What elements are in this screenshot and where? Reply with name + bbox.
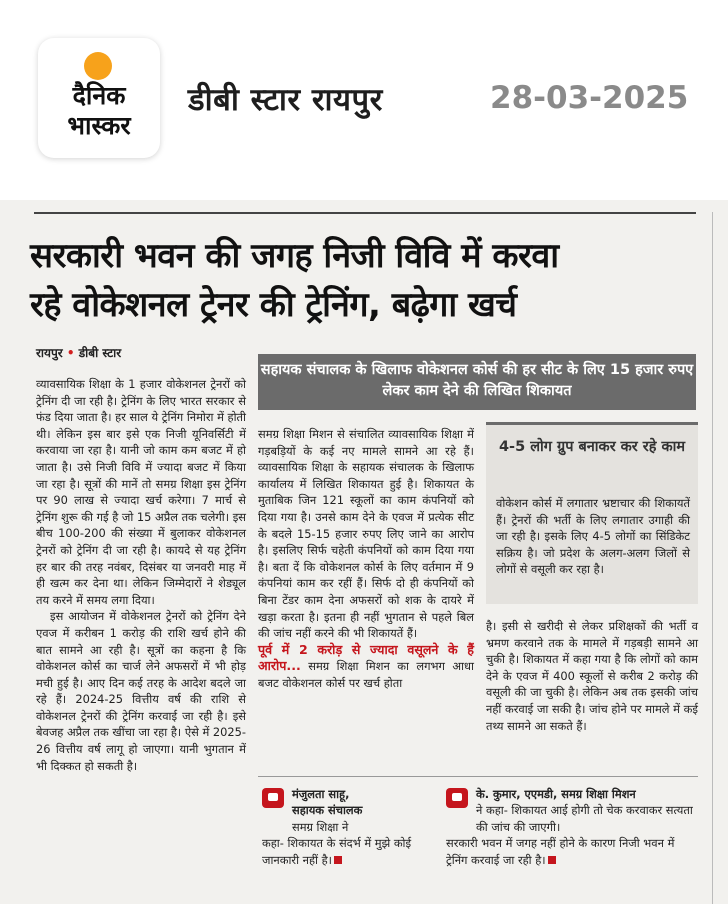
byline <box>36 344 121 361</box>
quote-manjulata-sahu <box>262 786 438 868</box>
edition-date: 28-03-2025 <box>490 80 689 116</box>
clipping-edge <box>712 212 713 904</box>
column-2-paragraph-1: समग्र शिक्षा मिशन से संचालित व्यावसायिक शिक्षा में गड़बड़ियों के कई नए मामले सामने आ रहे हैं। व्यावसायिक शिक्षा के सहायक संचालक के खिलाफ कार्यालय में लिखित शिकायत हुई है। शिकायत के मुताबिक जिन 121 स्कूलों का काम कंपनियों को दिया गया है। उनसे काम देने के एवज में प्रत्येक सीट के बदले 15-15 हजार रुपए लिए जाने का आरोप है। इसलिए सिर्फ चहेती कंपनियों को काम दिया गया है। बता दें कि वोकेशनल कोर्स के लिए वर्तमान में 9 कंपनियां काम कर रहीं हैं। सिर्फ दो ही कंपनियों को बिना टेंडर काम देना अफसरों को शक के दायरे में खड़ा करता है। इतना ही नहीं भुगतान से पहले बिल की जांच नहीं करने की भी शिकायतें हैं। <box>258 427 474 641</box>
quote-1-name: मंजुलता साहू, <box>292 787 350 801</box>
headline-line-2: रहे वोकेशनल ट्रेनर की ट्रेनिंग, बढ़ेगा खर्च <box>30 285 517 325</box>
quote-1-statement: कहा- शिकायत के संदर्भ में मुझे कोई जानकारी नहीं है। <box>262 836 412 867</box>
column-2 <box>258 426 474 692</box>
byline-source: डीबी स्टार <box>78 346 122 360</box>
edition-title: डीबी स्टार रायपुर <box>188 82 383 118</box>
column-1-paragraph-2: इस आयोजन में वोकेशनल ट्रेनरों को ट्रेनिंग देने एवज में करीबन 1 करोड़ की राशि खर्च होने की बात सामने आ रही है। सूत्रों का कहना है कि वोकेशनल कोर्स का चार्ज लेने अफसरों में भी होड़ मची हुई है। आए दिन कई तरह के आदेश बदले जा रहे हैं। 2024-25 वित्तीय वर्ष की राशि से वोकेशनल ट्रेनरों की ट्रेनिंग करवाई जा रही है। इसे बेवजह अप्रैल तक खींचा जा रहा है। ऐसे में 2025-26 वित्तीय वर्ष लागू हो जाएगा। यानी भुगतान में भी दिक्कत हो सकती है। <box>36 609 246 773</box>
top-divider <box>34 212 696 214</box>
column-3-paragraph-1: है। इसी से खरीदी से लेकर प्रशिक्षकों की भर्ती व भ्रमण करवाने तक के मामले में गड़बड़ी सामने आ चुकी है। शिकायत में कहा गया है कि लोगों को काम देने के एवज में 400 स्कूलों से करीब 2 करोड़ की वसूली की जा चुकी है। लेकिन अब तक इसकी जांच नहीं करवाई जा सकी है। जांच होने पर मामले में कई तथ्य सामने आ सकते हैं। <box>486 619 698 733</box>
sidebar-box-title: 4-5 लोग ग्रुप बनाकर कर रहे काम <box>498 439 686 455</box>
sidebar-box <box>486 422 698 604</box>
column-1 <box>36 376 246 774</box>
quote-icon <box>262 788 284 808</box>
quote-1-title: सहायक संचालक <box>292 803 363 818</box>
byline-place: रायपुर <box>36 346 63 360</box>
quotes-divider <box>258 776 698 777</box>
quote-2-statement: सरकारी भवन में जगह नहीं होने के कारण निजी भवन में ट्रेनिंग करवाई जा रही है। <box>446 836 675 867</box>
quote-icon <box>446 788 468 808</box>
column-2-continuation: समग्र शिक्षा मिशन का लगभग आधा बजट वोकेशनल कोर्स पर खर्च होता <box>258 659 474 690</box>
logo-text-bhaskar: भास्कर <box>67 111 131 140</box>
end-mark-icon <box>548 856 556 864</box>
quote-2-name: के. कुमार, एएमडी, समग्र शिक्षा मिशन <box>476 787 636 801</box>
highlight-allegation: पूर्व में 2 करोड़ से ज्यादा वसूलने के हैं आरोप... <box>258 641 474 674</box>
quote-2-text <box>446 835 698 868</box>
column-2-paragraph-2 <box>258 642 474 692</box>
end-mark-icon <box>334 856 342 864</box>
subheadline-banner: सहायक संचालक के खिलाफ वोकेशनल कोर्स की हर सीट के लिए 15 हजार रुपए लेकर काम देने की लिखित शिकायत <box>258 354 696 410</box>
dainik-bhaskar-logo[interactable] <box>38 38 160 158</box>
quote-2-lead: ने कहा- शिकायत आई होगी तो चेक करवाकर सत्यता की जांच की जाएगी। <box>476 803 693 834</box>
column-1-paragraph-1: व्यावसायिक शिक्षा के 1 हजार वोकेशनल ट्रेनरों को ट्रेनिंग दी जा रही है। ट्रेनिंग के लिए भारत सरकार से फंड दिया जाता है। हर साल ये ट्रेनिंग निमोरा में होती थी। लेकिन इस बार इसे एक निजी यूनिवर्सिटी में करवाया जा रहा है। यानी जो काम कम बजट में हो जाता है। उसे निजी विवि में ज्यादा बजट में किया जा रहा है। सूत्रों की मानें तो समग्र शिक्षा इस ट्रेनिंग पर 90 लाख से ज्यादा खर्च करेगा। 7 मार्च से ट्रेनिंग शुरू की गई है जो 15 अप्रैल तक चलेगी। इस बीच 100-200 की संख्या में बुलाकर वोकेशनल ट्रेनरों को ट्रेनिंग दी जा रही है। कायदे से यह ट्रेनिंग हर बार की तरह नवंबर, दिसंबर या जनवरी माह में ही खत्म कर देना था। लेकिन जिम्मेदारों ने शेड्यूल तय करने में समय लगा दिया। <box>36 377 246 607</box>
sidebar-box-text: वोकेशन कोर्स में लगातार भ्रष्टाचार की शिकायतें हैं। ट्रेनरों की भर्ती के लिए लगातार उगाही की जा रही है। इसके लिए 4-5 लोगों का सिंडिकेट सक्रिय है। जो प्रदेश के अलग-अलग जिलों से लोगों से वसूली कर रहा है। <box>496 496 690 577</box>
sun-icon <box>84 52 112 80</box>
quote-1-org <box>262 819 438 835</box>
headline-line-1: सरकारी भवन की जगह निजी विवि में करवा <box>30 236 559 276</box>
app-header <box>0 0 728 200</box>
quote-k-kumar <box>446 786 698 868</box>
quote-1-org-text: समग्र शिक्षा ने <box>292 819 349 834</box>
column-3 <box>486 618 698 734</box>
logo-text-dainik: दैनिक <box>72 81 126 110</box>
quote-1-text <box>262 835 438 868</box>
byline-dot: • <box>66 346 75 360</box>
